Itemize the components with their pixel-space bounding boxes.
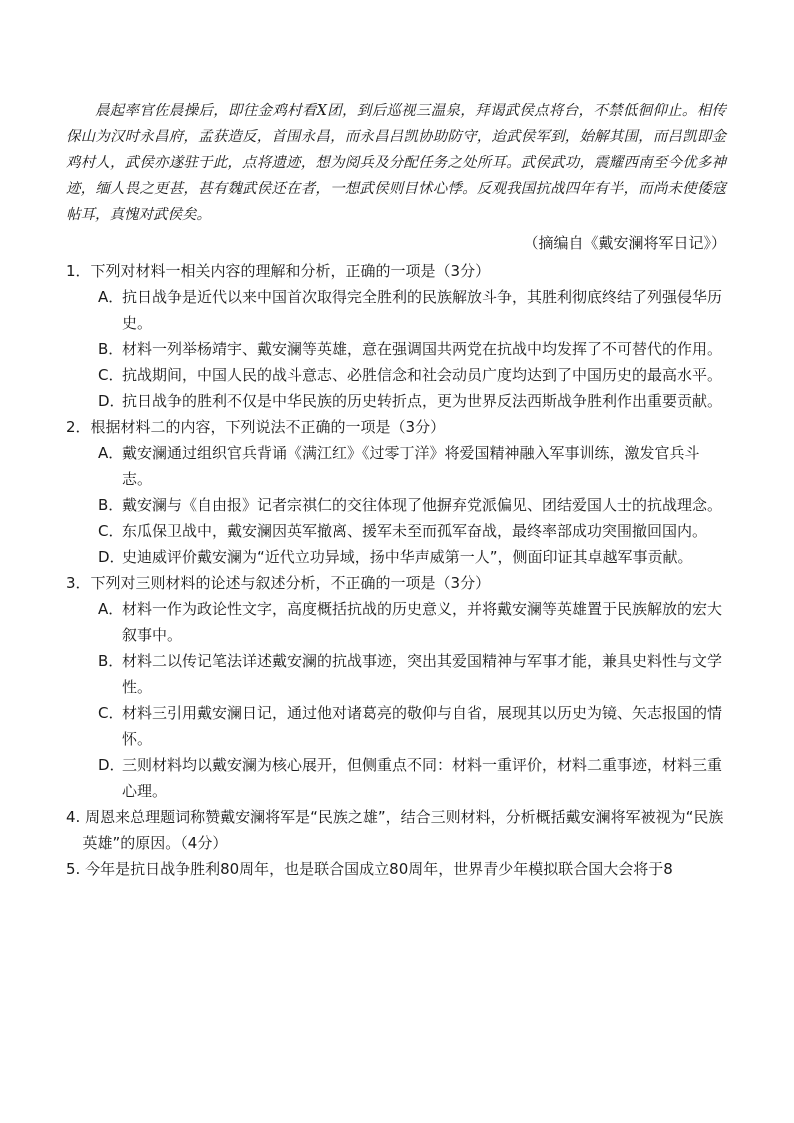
option-text: 材料二以传记笔法详述戴安澜的抗战事迹，突出其爱国精神与军事才能，兼具史料性与文学性。: [122, 652, 723, 696]
option-letter: B．: [98, 496, 124, 514]
option-letter: A．: [98, 288, 124, 306]
option-letter: D．: [98, 756, 125, 774]
question-2: [66, 414, 728, 570]
option-text: 戴安澜与《自由报》记者宗祺仁的交往体现了他摒弃党派偏见、团结爱国人士的抗战理念。: [122, 496, 723, 514]
option-letter: B．: [98, 340, 124, 358]
option-text: 材料一列举杨靖宇、戴安澜等英雄，意在强调国共两党在抗战中均发挥了不可替代的作用。: [122, 340, 723, 358]
option-letter: B．: [98, 652, 124, 670]
option-c[interactable]: [64, 518, 728, 544]
option-a[interactable]: [64, 596, 728, 648]
option-letter: A．: [98, 444, 124, 462]
question-stem: 1．下列对材料一相关内容的理解和分析，正确的一项是（3分）: [66, 262, 491, 280]
option-letter: C．: [98, 704, 124, 722]
option-letter: C．: [98, 366, 124, 384]
material-three-passage: [66, 98, 726, 228]
question-1: [66, 258, 728, 414]
option-d[interactable]: [64, 752, 728, 804]
question-stem: 5. 今年是抗日战争胜利80周年，也是联合国成立80周年，世界青少年模拟联合国大会将于8: [66, 860, 673, 878]
option-a[interactable]: [64, 284, 728, 336]
option-c[interactable]: [64, 362, 728, 388]
option-letter: C．: [98, 522, 124, 540]
option-text: 抗战期间，中国人民的战斗意志、必胜信念和社会动员广度均达到了中国历史的最高水平。: [122, 366, 723, 384]
option-text: 戴安澜通过组织官兵背诵《满江红》《过零丁洋》将爱国精神融入军事训练，激发官兵斗志。: [122, 444, 700, 488]
option-d[interactable]: [64, 544, 728, 570]
option-text: 抗日战争是近代以来中国首次取得完全胜利的民族解放斗争，其胜利彻底终结了列强侵华历史。: [122, 288, 723, 332]
source-citation: （摘编自《戴安澜将军日记》）: [523, 234, 726, 252]
question-stem: 2．根据材料二的内容，下列说法不正确的一项是（3分）: [66, 418, 446, 436]
option-text: 东瓜保卫战中，戴安澜因英军撤离、援军未至而孤军奋战，最终率部成功突围撤回国内。: [122, 522, 708, 540]
question-3: [66, 570, 728, 804]
option-text: 材料一作为政论性文字，高度概括抗战的历史意义，并将戴安澜等英雄置于民族解放的宏大叙事中。: [122, 600, 723, 644]
option-text: 抗日战争的胜利不仅是中华民族的历史转折点，更为世界反法西斯战争胜利作出重要贡献。: [122, 392, 723, 410]
option-b[interactable]: [64, 648, 728, 700]
question-list: [66, 258, 728, 882]
option-letter: A．: [98, 600, 124, 618]
option-text: 材料三引用戴安澜日记，通过他对诸葛亮的敬仰与自省，展现其以历史为镜、矢志报国的情怀。: [122, 704, 723, 748]
option-c[interactable]: [64, 700, 728, 752]
option-d[interactable]: [64, 388, 728, 414]
question-4: [66, 804, 728, 856]
question-5: [66, 856, 728, 882]
option-letter: D．: [98, 548, 125, 566]
option-b[interactable]: [64, 492, 728, 518]
option-text: 史迪威评价戴安澜为“近代立功异域，扬中华声威第一人”，侧面印证其卓越军事贡献。: [122, 548, 693, 566]
option-a[interactable]: [64, 440, 728, 492]
question-stem: 4. 周恩来总理题词称赞戴安澜将军是“民族之雄”，结合三则材料，分析概括戴安澜将军被视为“民族英雄”的原因。（4分）: [66, 808, 724, 852]
passage-text: 晨起率官佐晨操后，即往金鸡村看X团，到后巡视三温泉，拜谒武侯点将台，不禁低徊仰止。相传保山为汉时永昌府，孟获造反，首围永昌，而永昌吕凯协助防守，迨武侯军到，始解其围，而吕凯即金鸡村人，武侯亦遂驻于此，点将遗迹，想为阅兵及分配任务之处所耳。武侯武功，震耀西南至今优多神迹，缅人畏之更甚，甚有魏武侯还在者，一想武侯则目怵心悸。反观我国抗战四年有半，而尚未使倭寇帖耳，真愧对武侯矣。: [66, 103, 726, 223]
option-b[interactable]: [64, 336, 728, 362]
question-stem: 3．下列对三则材料的论述与叙述分析，不正确的一项是（3分）: [66, 574, 491, 592]
option-text: 三则材料均以戴安澜为核心展开，但侧重点不同：材料一重评价，材料二重事迹，材料三重心理。: [122, 756, 723, 800]
option-letter: D．: [98, 392, 125, 410]
